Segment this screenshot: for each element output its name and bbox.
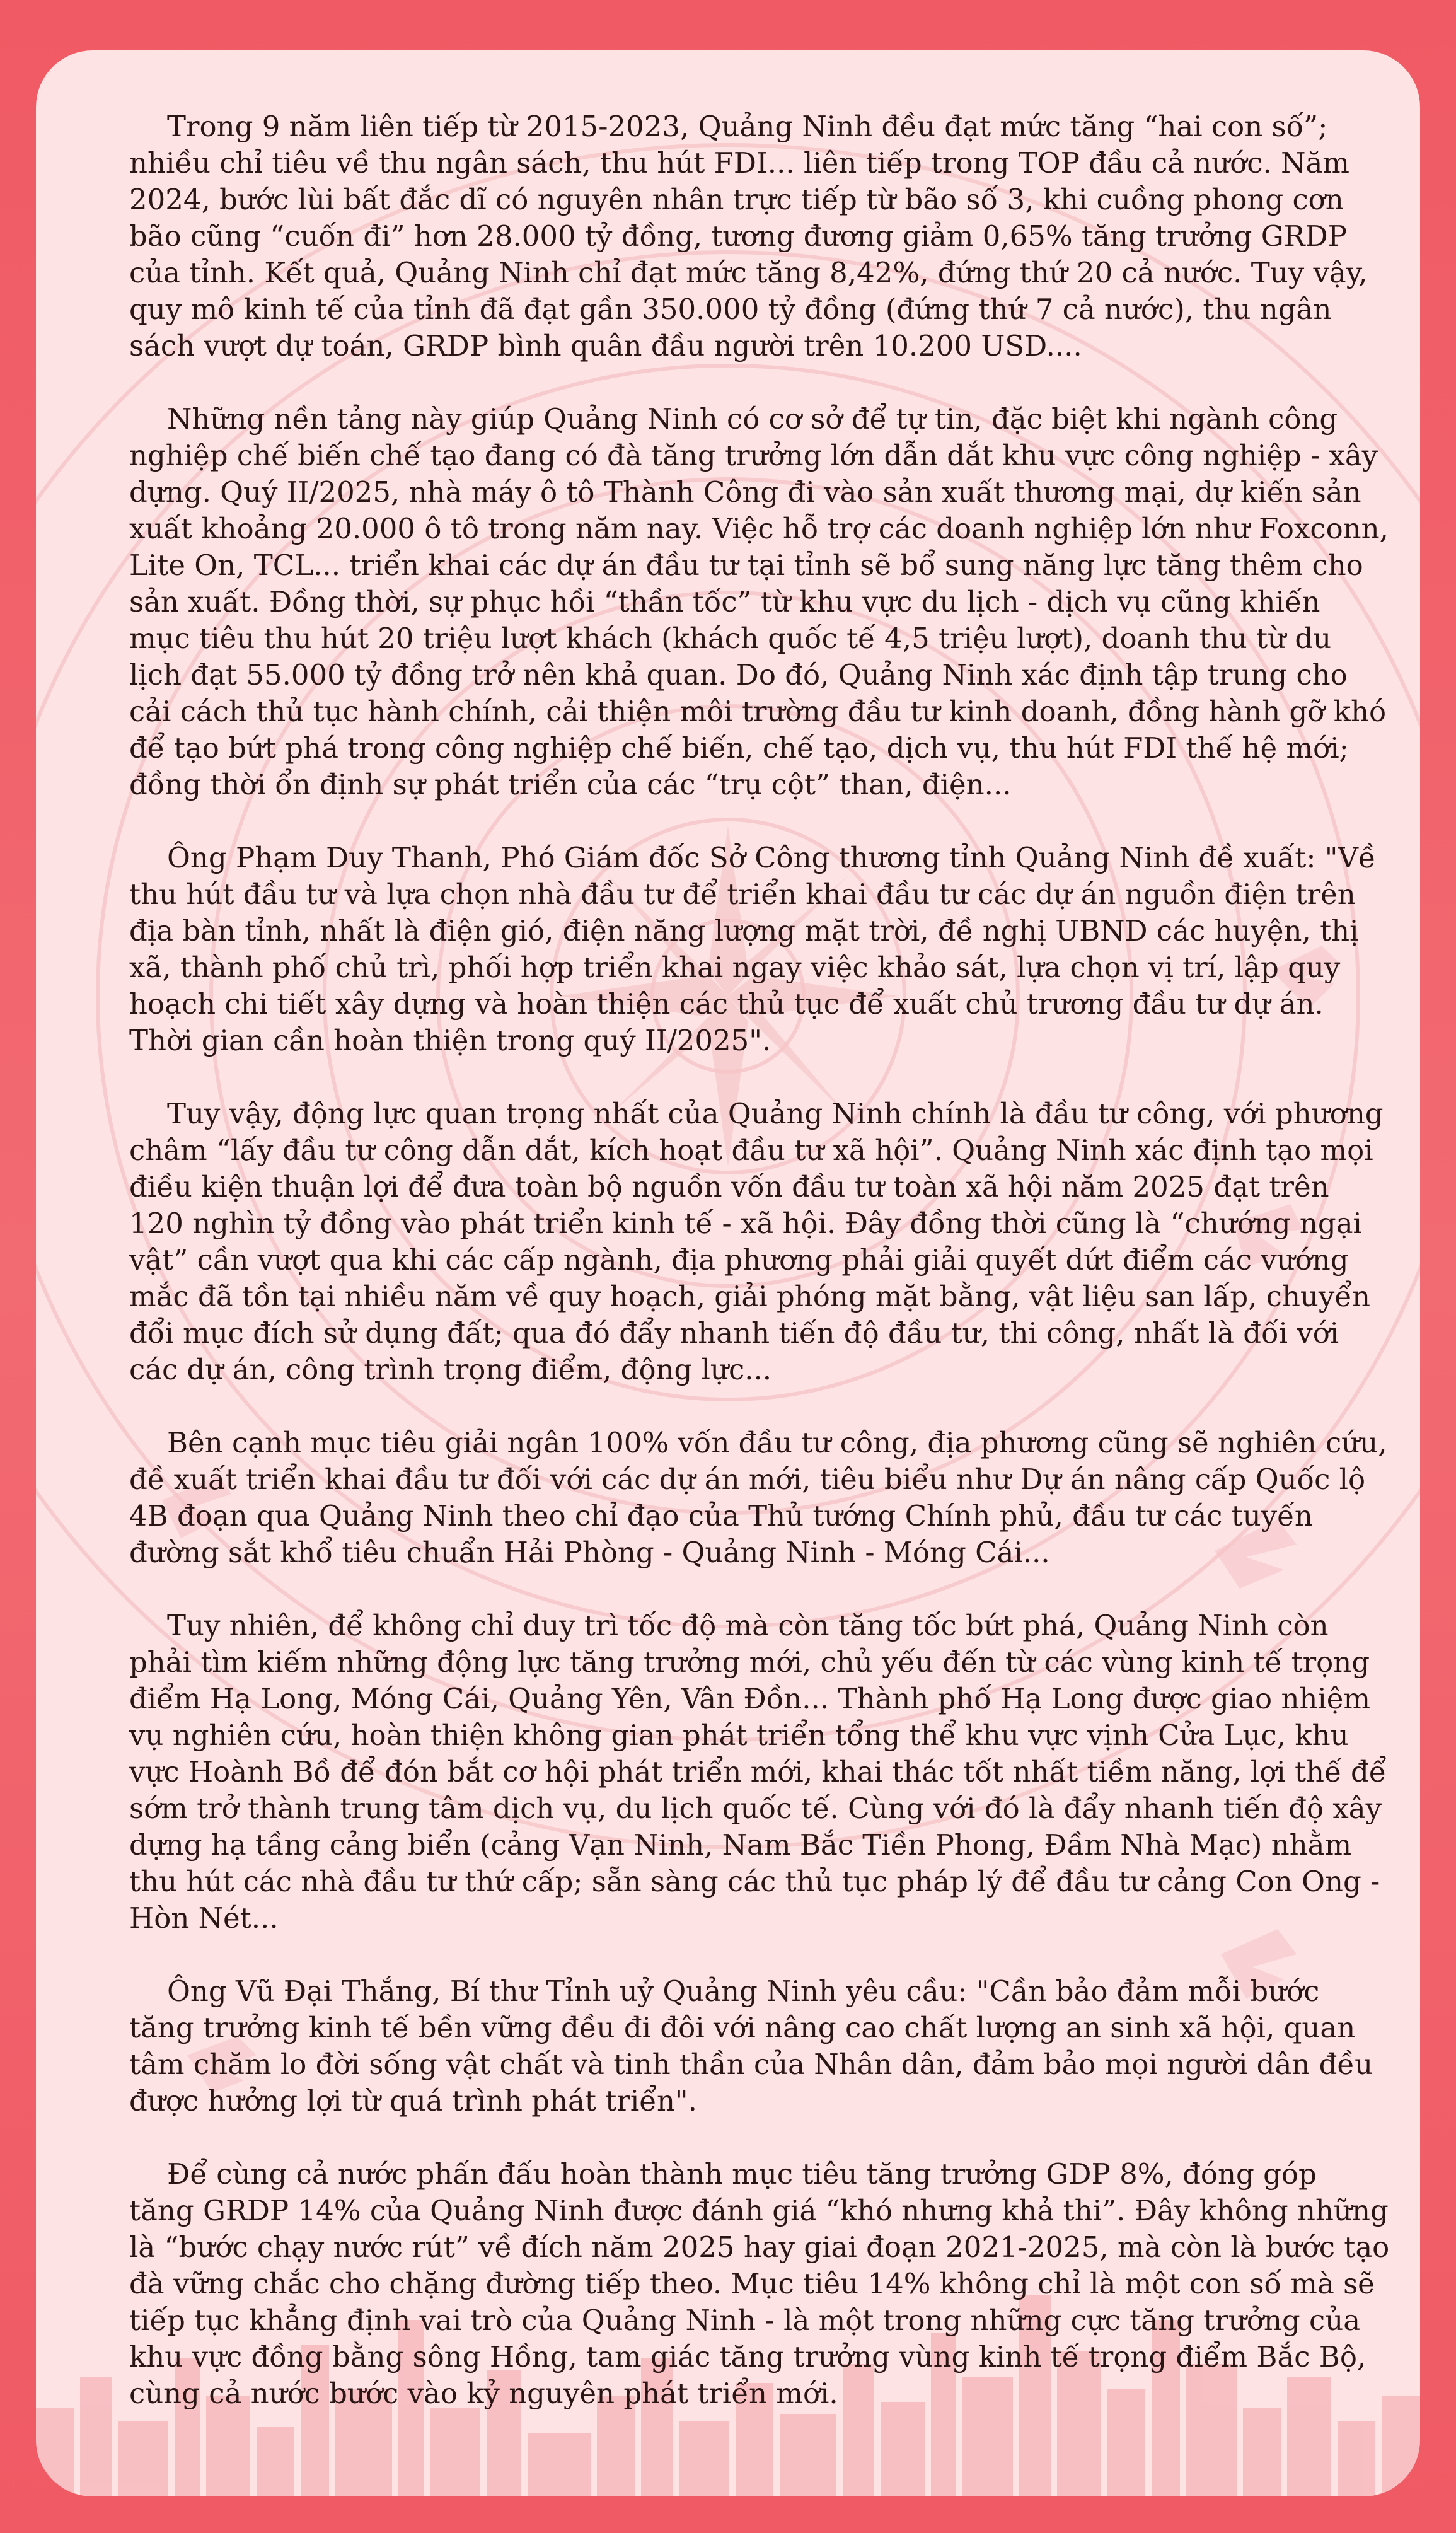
article-card	[36, 50, 1420, 2496]
paragraph-7: Ông Vũ Đại Thắng, Bí thư Tỉnh uỷ Quảng Ninh yêu cầu: "Cần bảo đảm mỗi bước tăng trưởng kinh tế bền vững đều đi đôi với nâng cao chất lượng an sinh xã hội, quan tâm chăm lo đời sống vật chất và tinh thần của Nhân dân, đảm bảo mọi người dân đều được hưởng lợi từ quá trình phát triển".	[129, 1974, 1373, 2118]
paragraph-4: Tuy vậy, động lực quan trọng nhất của Quảng Ninh chính là đầu tư công, với phương châm “lấy đầu tư công dẫn dắt, kích hoạt đầu tư xã hội”. Quảng Ninh xác định tạo mọi điều kiện thuận lợi để đưa toàn bộ nguồn vốn đầu tư toàn xã hội năm 2025 đạt trên 120 nghìn tỷ đồng vào phát triển kinh tế - xã hội. Đây đồng thời cũng là “chướng ngại vật” cần vượt qua khi các cấp ngành, địa phương phải giải quyết dứt điểm các vướng mắc đã tồn tại nhiều năm về quy hoạch, giải phóng mặt bằng, vật liệu san lấp, chuyển đổi mục đích sử dụng đất; qua đó đẩy nhanh tiến độ đầu tư, thi công, nhất là đối với các dự án, công trình trọng điểm, động lực...	[129, 1097, 1384, 1386]
paragraph-8: Để cùng cả nước phấn đấu hoàn thành mục tiêu tăng trưởng GDP 8%, đóng góp tăng GRDP 14% của Quảng Ninh được đánh giá “khó nhưng khả thi”. Đây không những là “bước chạy nước rút” về đích năm 2025 hay giai đoạn 2021-2025, mà còn là bước tạo đà vững chắc cho chặng đường tiếp theo. Mục tiêu 14% không chỉ là một con số mà sẽ tiếp tục khẳng định vai trò của Quảng Ninh - là một trong những cực tăng trưởng của khu vực đồng bằng sông Hồng, tam giác tăng trưởng vùng kinh tế trọng điểm Bắc Bộ, cùng cả nước bước vào kỷ nguyên phát triển mới.	[129, 2157, 1390, 2410]
paragraph-1: Trong 9 năm liên tiếp từ 2015-2023, Quảng Ninh đều đạt mức tăng “hai con số”; nhiều chỉ tiêu về thu ngân sách, thu hút FDI... liên tiếp trong TOP đầu cả nước. Năm 2024, bước lùi bất đắc dĩ có nguyên nhân trực tiếp từ bão số 3, khi cuồng phong cơn bão cũng “cuốn đi” hơn 28.000 tỷ đồng, tương đương giảm 0,65% tăng trưởng GRDP của tỉnh. Kết quả, Quảng Ninh chỉ đạt mức tăng 8,42%, đứng thứ 20 cả nước. Tuy vậy, quy mô kinh tế của tỉnh đã đạt gần 350.000 tỷ đồng (đứng thứ 7 cả nước), thu ngân sách vượt dự toán, GRDP bình quân đầu người trên 10.200 USD....	[129, 110, 1368, 362]
paragraph-3: Ông Phạm Duy Thanh, Phó Giám đốc Sở Công thương tỉnh Quảng Ninh đề xuất: "Về thu hút đầu tư và lựa chọn nhà đầu tư để triển khai đầu tư các dự án nguồn điện trên địa bàn tỉnh, nhất là điện gió, điện năng lượng mặt trời, đề nghị UBND các huyện, thị xã, thành phố chủ trì, phối hợp triển khai ngay việc khảo sát, lựa chọn vị trí, lập quy hoạch chi tiết xây dựng và hoàn thiện các thủ tục để xuất chủ trương đầu tư dự án. Thời gian cần hoàn thiện trong quý II/2025".	[129, 841, 1376, 1057]
paragraph-2: Những nền tảng này giúp Quảng Ninh có cơ sở để tự tin, đặc biệt khi ngành công nghiệp chế biến chế tạo đang có đà tăng trưởng lớn dẫn dắt khu vực công nghiệp - xây dựng. Quý II/2025, nhà máy ô tô Thành Công đi vào sản xuất thương mại, dự kiến sản xuất khoảng 20.000 ô tô trong năm nay. Việc hỗ trợ các doanh nghiệp lớn như Foxconn, Lite On, TCL... triển khai các dự án đầu tư tại tỉnh sẽ bổ sung năng lực tăng thêm cho sản xuất. Đồng thời, sự phục hồi “thần tốc” từ khu vực du lịch - dịch vụ cũng khiến mục tiêu thu hút 20 triệu lượt khách (khách quốc tế 4,5 triệu lượt), doanh thu từ du lịch đạt 55.000 tỷ đồng trở nên khả quan. Do đó, Quảng Ninh xác định tập trung cho cải cách thủ tục hành chính, cải thiện môi trường đầu tư kinh doanh, đồng hành gỡ khó để tạo bứt phá trong công nghiệp chế biến, chế tạo, dịch vụ, thu hút FDI thế hệ mới; đồng thời ổn định sự phát triển của các “trụ cột” than, điện...	[129, 402, 1389, 801]
paragraph-6: Tuy nhiên, để không chỉ duy trì tốc độ mà còn tăng tốc bứt phá, Quảng Ninh còn phải tìm kiếm những động lực tăng trưởng mới, chủ yếu đến từ các vùng kinh tế trọng điểm Hạ Long, Móng Cái, Quảng Yên, Vân Đồn... Thành phố Hạ Long được giao nhiệm vụ nghiên cứu, hoàn thiện không gian phát triển tổng thể khu vực vịnh Cửa Lục, khu vực Hoành Bồ để đón bắt cơ hội phát triển mới, khai thác tốt nhất tiềm năng, lợi thế để sớm trở thành trung tâm dịch vụ, du lịch quốc tế. Cùng với đó là đẩy nhanh tiến độ xây dựng hạ tầng cảng biển (cảng Vạn Ninh, Nam Bắc Tiền Phong, Đầm Nhà Mạc) nhằm thu hút các nhà đầu tư thứ cấp; sẵn sàng các thủ tục pháp lý để đầu tư cảng Con Ong - Hòn Nét...	[129, 1609, 1387, 1935]
article-body	[129, 108, 1390, 2449]
paragraph-5: Bên cạnh mục tiêu giải ngân 100% vốn đầu tư công, địa phương cũng sẽ nghiên cứu, đề xuất triển khai đầu tư đối với các dự án mới, tiêu biểu như Dự án nâng cấp Quốc lộ 4B đoạn qua Quảng Ninh theo chỉ đạo của Thủ tướng Chính phủ, đầu tư các tuyến đường sắt khổ tiêu chuẩn Hải Phòng - Quảng Ninh - Móng Cái...	[129, 1426, 1387, 1569]
